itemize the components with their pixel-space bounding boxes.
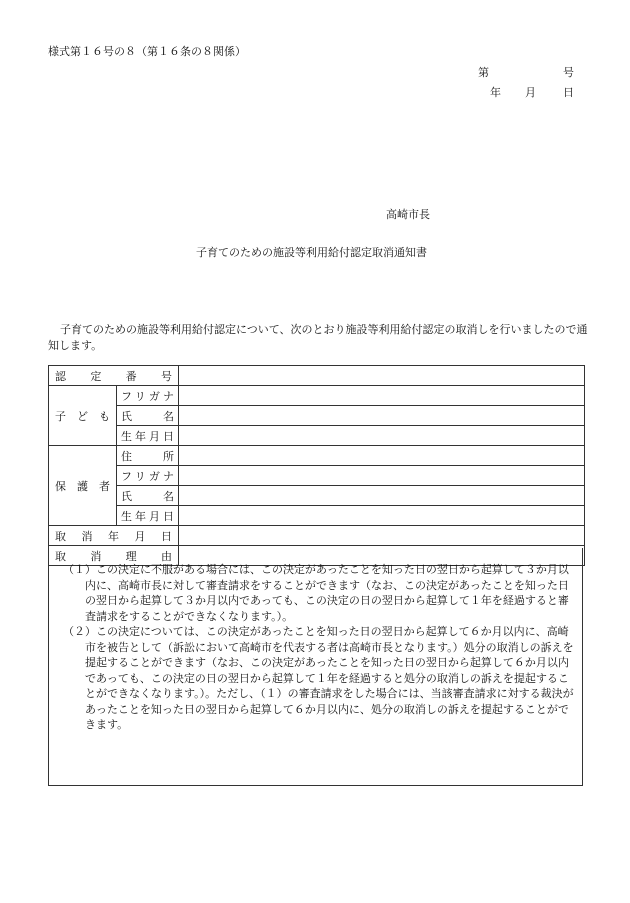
label-child-name: 氏名	[117, 406, 179, 426]
label-guardian-birthdate: 生年月日	[117, 506, 179, 526]
label-cancel-date: 取消年月日	[49, 526, 179, 546]
value-certification-number[interactable]	[179, 366, 585, 386]
value-guardian-furigana[interactable]	[179, 466, 585, 486]
value-guardian-birthdate[interactable]	[179, 506, 585, 526]
label-guardian: 保護者	[49, 446, 117, 526]
row-child-birthdate	[49, 426, 585, 446]
label-child-furigana: フリガナ	[117, 386, 179, 406]
notes-box	[48, 548, 583, 786]
value-cancel-date[interactable]	[179, 526, 585, 546]
row-guardian-furigana	[49, 466, 585, 486]
row-guardian-address	[49, 446, 585, 466]
label-cancel-reason: 取消理由	[49, 546, 179, 566]
note-2: （２）この決定については、この決定があったことを知った日の翌日から起算して６か月以内に、高崎市を被告として（訴訟において高崎市を代表する者は高崎市長となります。）処分の取消しの訴えを提起することができます（なお、この決定があったことを知った日の翌日から起算して６か月以内であっても、この決定の日の翌日から起算して１年を経過すると処分の取消しの訴えを提起することができなくなります。）。ただし、（１）の審査請求をした場合には、当該審査請求に対する裁決があったことを知った日の翌日から起算して６か月以内に、処分の取消しの訴えを提起することができます。	[63, 625, 574, 731]
value-guardian-name[interactable]	[179, 486, 585, 506]
row-guardian-birthdate	[49, 506, 585, 526]
date-year-label: 年	[490, 86, 501, 99]
date-day-label: 日	[563, 86, 574, 99]
document-title: 子育てのための施設等利用給付認定取消通知書	[196, 246, 427, 259]
value-child-furigana[interactable]	[179, 386, 585, 406]
row-child-name	[49, 406, 585, 426]
row-child-furigana	[49, 386, 585, 406]
label-child: 子ども	[49, 386, 117, 446]
form-number: 様式第１６号の８（第１６条の８関係）	[48, 45, 246, 58]
label-child-birthdate: 生年月日	[117, 426, 179, 446]
row-certification-number	[49, 366, 585, 386]
value-child-name[interactable]	[179, 406, 585, 426]
label-certification-number: 認定番号	[49, 366, 179, 386]
issuer: 高崎市長	[386, 208, 430, 221]
value-child-birthdate[interactable]	[179, 426, 585, 446]
number-label-dai: 第	[478, 66, 489, 79]
note-1: （１）この決定に不服がある場合には、この決定があったことを知った日の翌日から起算して３か月以内に、高崎市長に対して審査請求をすることができます（なお、この決定があったことを知った日の翌日から起算して３か月以内であっても、この決定の日の翌日から起算して１年を経過すると審査請求をすることができなくなります。）。	[63, 563, 569, 623]
label-guardian-name: 氏名	[117, 486, 179, 506]
row-cancel-date	[49, 526, 585, 546]
label-guardian-furigana: フリガナ	[117, 466, 179, 486]
number-label-go: 号	[563, 66, 574, 79]
date-month-label: 月	[525, 86, 536, 99]
row-guardian-name	[49, 486, 585, 506]
value-guardian-address[interactable]	[179, 446, 585, 466]
label-guardian-address: 住所	[117, 446, 179, 466]
form-table	[48, 365, 585, 566]
body-text: 子育てのための施設等利用給付認定について、次のとおり施設等利用給付認定の取消しを行いましたので通知します。	[48, 323, 588, 352]
